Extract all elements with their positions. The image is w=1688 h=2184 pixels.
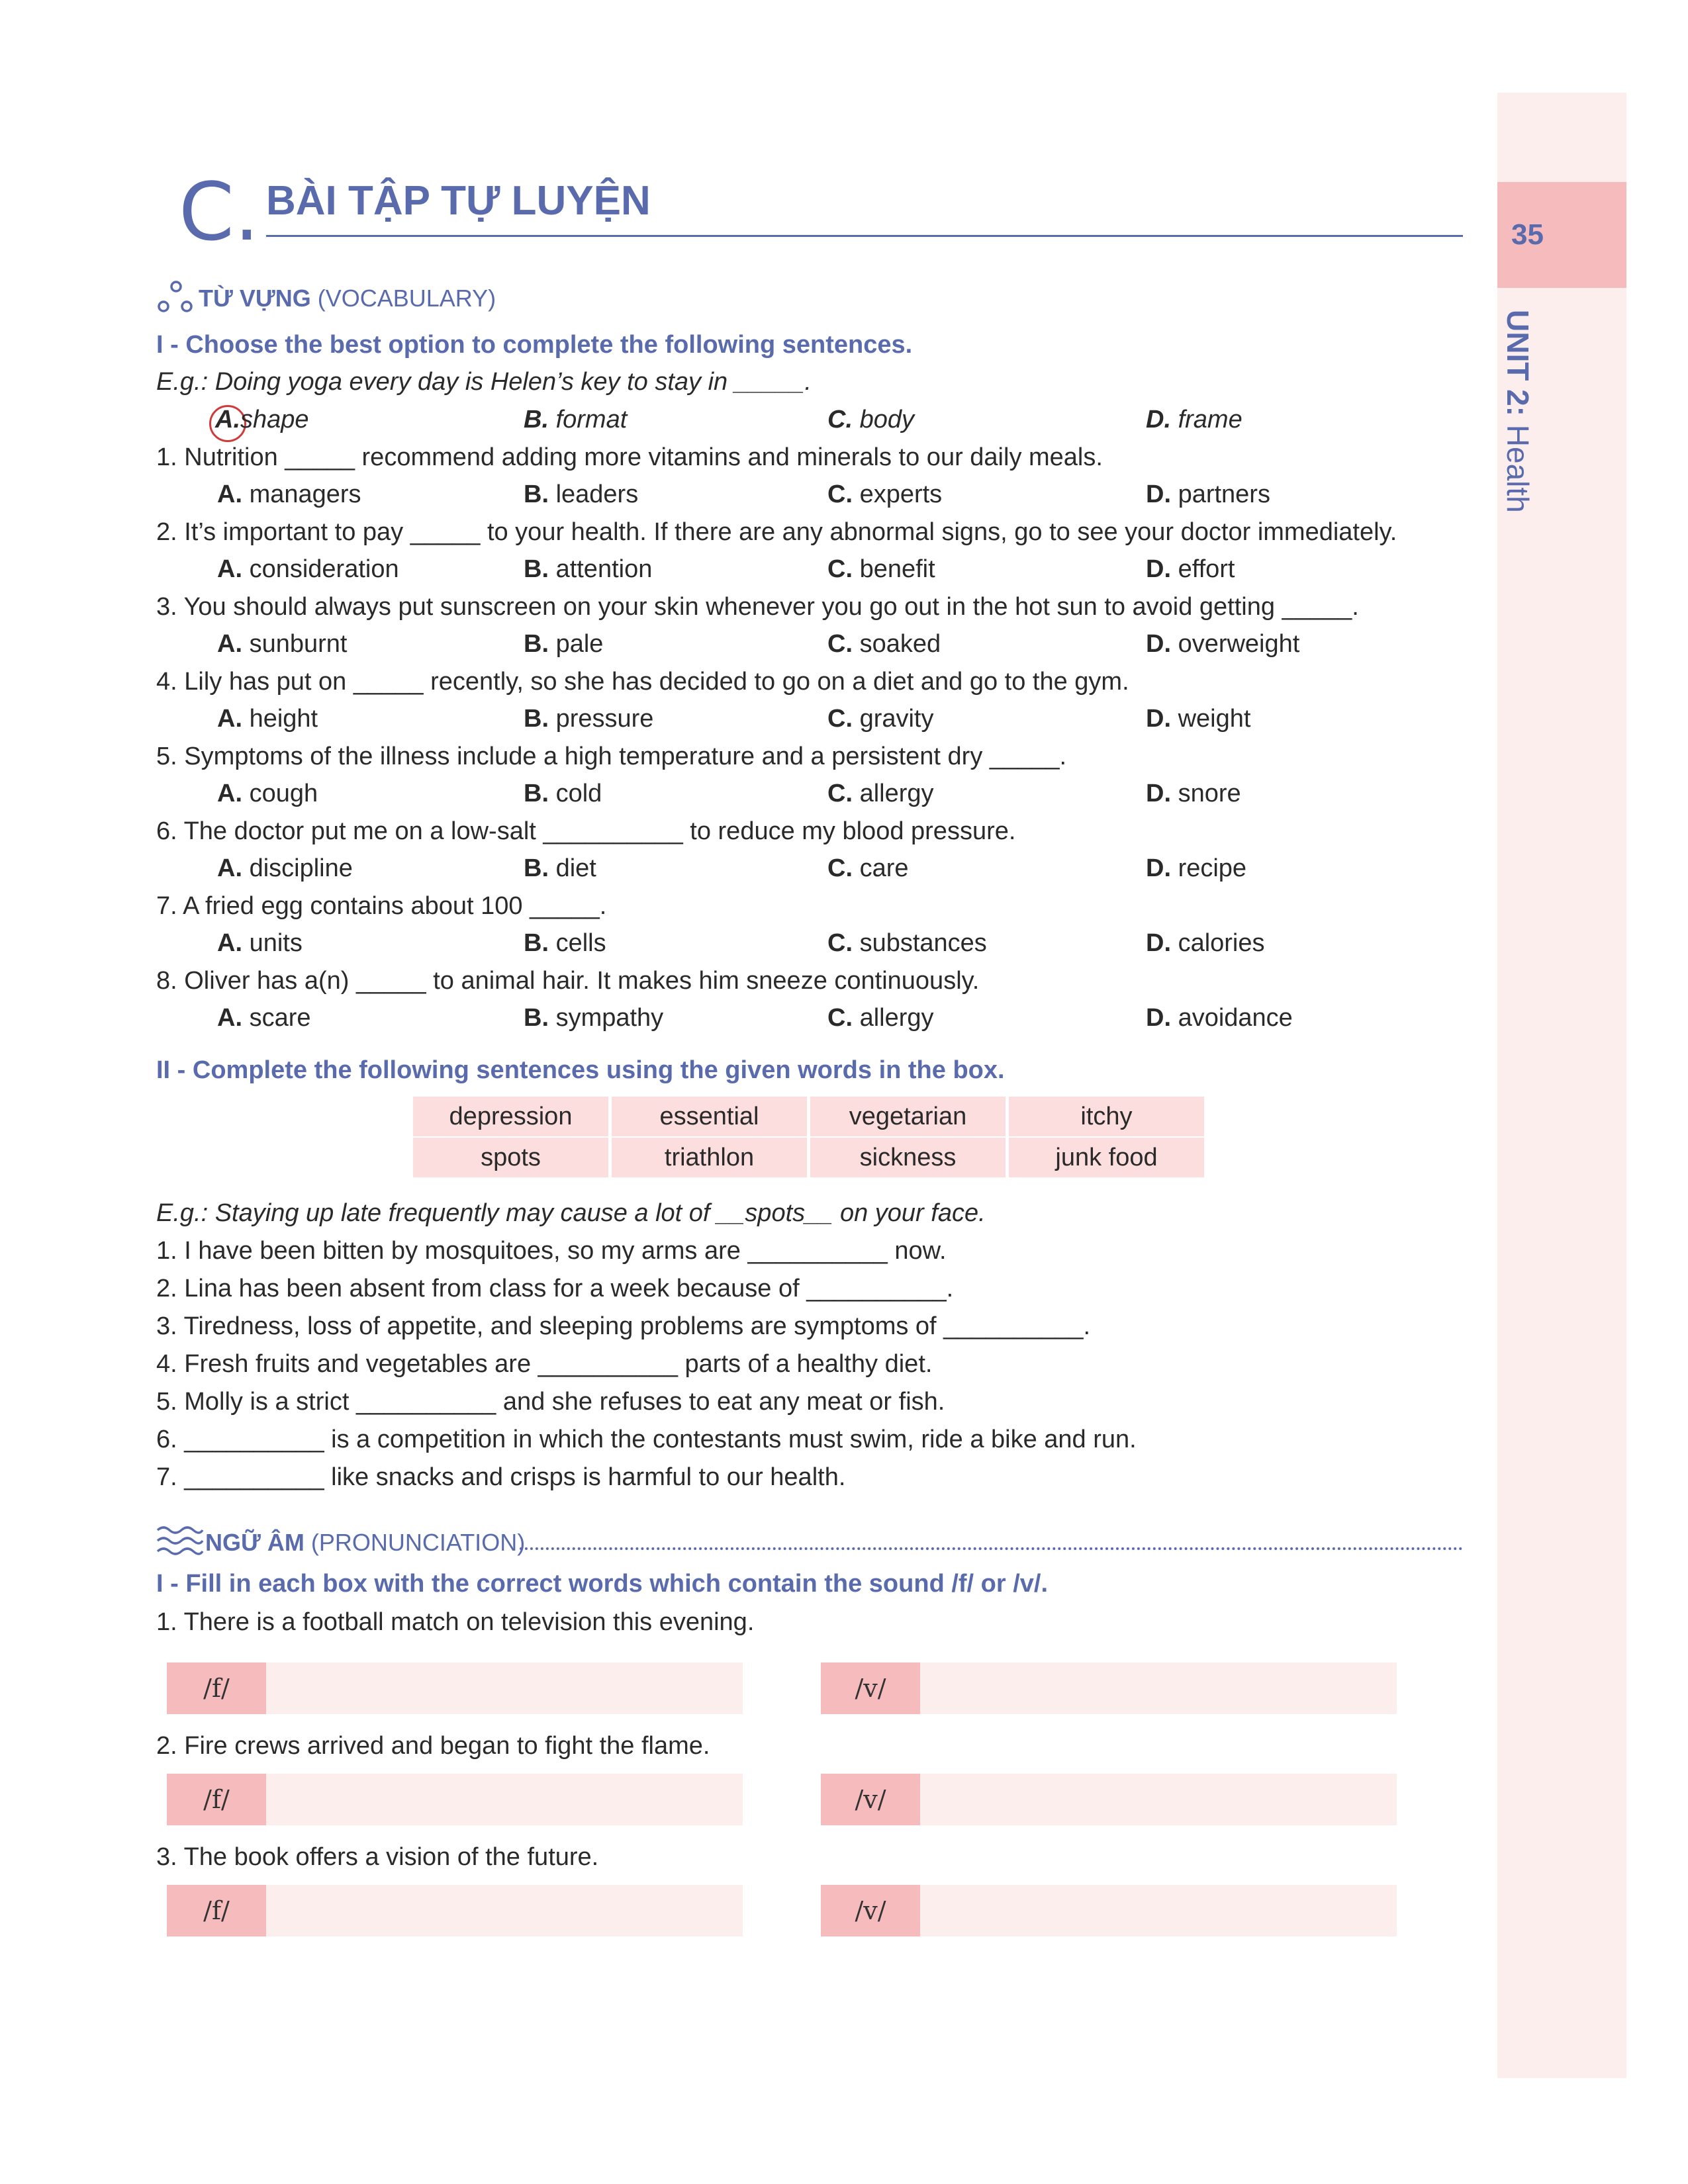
unit-label-rest: Health <box>1501 416 1535 513</box>
pron-instruction: I - Fill in each box with the correct words which contain the sound /f/ or /v/. <box>156 1570 1049 1598</box>
option-text: leaders <box>555 480 639 508</box>
option-c <box>827 705 933 733</box>
option-text: substances <box>859 929 987 957</box>
fill-sentence: 7. __________ like snacks and crisps is harmful to our health. <box>156 1463 846 1491</box>
option-a <box>217 705 318 733</box>
sound-label-f: /f/ <box>167 1662 266 1714</box>
vocab-heading-bold: TỪ VỰNG <box>199 285 311 312</box>
option-text: cough <box>249 780 318 807</box>
option-c <box>827 854 908 883</box>
question-text: 5. Symptoms of the illness include a high temperature and a persistent dry _____. <box>156 743 1067 770</box>
example-option-b-letter: B. <box>524 406 549 433</box>
question-text: 4. Lily has put on _____ recently, so she has decided to go on a diet and go to the gym. <box>156 668 1129 696</box>
word-cell: junk food <box>1009 1138 1204 1177</box>
fill-sentence: 6. __________ is a competition in which the contestants must swim, ride a bike and run. <box>156 1426 1137 1453</box>
option-letter: C. <box>827 555 853 583</box>
option-text: calories <box>1178 929 1265 957</box>
option-letter: B. <box>524 630 549 658</box>
option-letter: C. <box>827 854 853 882</box>
option-b <box>524 929 606 958</box>
option-a <box>217 780 318 808</box>
unit-label-bold: UNIT 2: <box>1501 310 1535 416</box>
option-letter: D. <box>1146 705 1171 733</box>
example-option-c-letter: C. <box>827 406 853 433</box>
option-text: gravity <box>859 705 934 733</box>
option-c <box>827 480 942 509</box>
part1-instruction: I - Choose the best option to complete the following sentences. <box>156 331 913 359</box>
option-letter: B. <box>524 929 549 957</box>
option-a <box>217 929 303 958</box>
example-option-b <box>524 406 627 434</box>
pronunciation-heading-rest: (PRONUNCIATION) <box>304 1529 526 1556</box>
option-text: allergy <box>859 780 934 807</box>
vocab-heading <box>199 285 496 312</box>
fill-sentence: 3. Tiredness, loss of appetite, and sleeping problems are symptoms of __________. <box>156 1312 1091 1340</box>
option-letter: A. <box>217 929 242 957</box>
fill-sentence: 1. I have been bitten by mosquitoes, so my arms are __________ now. <box>156 1237 947 1265</box>
example-option-c <box>827 406 914 434</box>
option-d <box>1146 480 1270 509</box>
option-b <box>524 780 602 808</box>
option-letter: D. <box>1146 480 1171 508</box>
option-text: cells <box>555 929 606 957</box>
sound-label-v: /v/ <box>821 1885 920 1936</box>
option-d <box>1146 705 1250 733</box>
sound-box-f[interactable] <box>167 1885 743 1936</box>
pron-sentence: 3. The book offers a vision of the future. <box>156 1843 599 1871</box>
example-option-c-text: body <box>859 406 914 433</box>
sound-label-v: /v/ <box>821 1662 920 1714</box>
example-option-d <box>1146 406 1243 434</box>
option-text: allergy <box>859 1004 934 1032</box>
option-letter: D. <box>1146 630 1171 658</box>
option-c <box>827 780 934 808</box>
option-letter: C. <box>827 780 853 807</box>
sound-box-v[interactable] <box>821 1774 1397 1825</box>
example-option-d-letter: D. <box>1146 406 1171 433</box>
pronunciation-heading <box>205 1529 525 1557</box>
bubbles-icon <box>156 280 196 316</box>
part2-instruction: II - Complete the following sentences using the given words in the box. <box>156 1056 1005 1084</box>
option-text: diet <box>555 854 596 882</box>
option-letter: D. <box>1146 854 1171 882</box>
option-text: pressure <box>555 705 654 733</box>
option-text: discipline <box>249 854 353 882</box>
sound-box-f[interactable] <box>167 1774 743 1825</box>
question-text: 2. It’s important to pay _____ to your health. If there are any abnormal signs, go to see your doctor immediately. <box>156 518 1397 546</box>
example-option-a-letter: A. <box>215 406 240 433</box>
option-letter: D. <box>1146 1004 1171 1032</box>
fill-sentence: 4. Fresh fruits and vegetables are __________ parts of a healthy diet. <box>156 1350 933 1378</box>
sound-box-v[interactable] <box>821 1885 1397 1936</box>
option-letter: B. <box>524 1004 549 1032</box>
option-letter: C. <box>827 705 853 733</box>
dotted-divider <box>520 1547 1463 1550</box>
option-text: care <box>859 854 909 882</box>
option-text: consideration <box>249 555 399 583</box>
option-letter: B. <box>524 854 549 882</box>
option-d <box>1146 929 1265 958</box>
option-text: benefit <box>859 555 935 583</box>
option-text: soaked <box>859 630 941 658</box>
option-letter: C. <box>827 1004 853 1032</box>
example-option-a-text: shape <box>240 406 309 433</box>
fill-sentence: 5. Molly is a strict __________ and she refuses to eat any meat or fish. <box>156 1388 945 1416</box>
option-text: partners <box>1178 480 1270 508</box>
option-d <box>1146 555 1235 584</box>
page-title: BÀI TẬP TỰ LUYỆN <box>266 178 651 224</box>
option-d <box>1146 1004 1293 1032</box>
word-cell: triathlon <box>612 1138 807 1177</box>
word-cell: itchy <box>1009 1097 1204 1136</box>
option-letter: A. <box>217 780 242 807</box>
word-cell: vegetarian <box>810 1097 1006 1136</box>
question-text: 8. Oliver has a(n) _____ to animal hair. It makes him sneeze continuously. <box>156 967 980 995</box>
option-letter: C. <box>827 480 853 508</box>
fill-sentence: 2. Lina has been absent from class for a week because of __________. <box>156 1275 954 1302</box>
sound-box-v[interactable] <box>821 1662 1397 1714</box>
option-d <box>1146 630 1299 659</box>
option-letter: D. <box>1146 929 1171 957</box>
word-cell: essential <box>612 1097 807 1136</box>
option-text: overweight <box>1178 630 1300 658</box>
option-d <box>1146 854 1246 883</box>
question-text: 6. The doctor put me on a low-salt __________ to reduce my blood pressure. <box>156 817 1016 845</box>
option-a <box>217 555 399 584</box>
option-text: experts <box>859 480 943 508</box>
option-letter: B. <box>524 780 549 807</box>
option-text: avoidance <box>1178 1004 1293 1032</box>
option-letter: D. <box>1146 780 1171 807</box>
option-c <box>827 555 935 584</box>
question-text: 3. You should always put sunscreen on your skin whenever you go out in the hot sun to avoid getting _____. <box>156 593 1359 621</box>
pron-sentence: 1. There is a football match on television this evening. <box>156 1608 755 1636</box>
section-letter: C. <box>179 167 259 259</box>
word-cell: spots <box>413 1138 608 1177</box>
option-text: snore <box>1178 780 1241 807</box>
option-a <box>217 854 353 883</box>
sound-label-f: /f/ <box>167 1774 266 1825</box>
option-c <box>827 1004 934 1032</box>
option-letter: A. <box>217 854 242 882</box>
option-letter: D. <box>1146 555 1171 583</box>
vocab-heading-rest: (VOCABULARY) <box>310 285 496 312</box>
option-letter: A. <box>217 480 242 508</box>
word-box <box>413 1097 1205 1179</box>
page-number: 35 <box>1511 218 1544 251</box>
unit-label <box>1500 310 1536 513</box>
option-b <box>524 705 653 733</box>
option-text: recipe <box>1178 854 1247 882</box>
option-text: effort <box>1178 555 1235 583</box>
option-letter: B. <box>524 705 549 733</box>
option-letter: A. <box>217 630 242 658</box>
option-text: sympathy <box>555 1004 664 1032</box>
example-option-b-text: format <box>555 406 628 433</box>
option-text: managers <box>249 480 361 508</box>
sound-box-f[interactable] <box>167 1662 743 1714</box>
option-letter: C. <box>827 630 853 658</box>
option-letter: A. <box>217 555 242 583</box>
option-text: height <box>249 705 318 733</box>
option-c <box>827 929 987 958</box>
option-a <box>217 630 347 659</box>
title-underline <box>266 235 1463 237</box>
option-text: attention <box>555 555 653 583</box>
option-text: units <box>249 929 303 957</box>
example-option-d-text: frame <box>1178 406 1243 433</box>
question-text: 1. Nutrition _____ recommend adding more vitamins and minerals to our daily meals. <box>156 443 1103 471</box>
option-a <box>217 480 361 509</box>
example-option-a <box>215 406 309 434</box>
option-letter: B. <box>524 480 549 508</box>
word-cell: sickness <box>810 1138 1006 1177</box>
sound-label-v: /v/ <box>821 1774 920 1825</box>
question-text: 7. A fried egg contains about 100 _____. <box>156 892 607 920</box>
option-b <box>524 854 596 883</box>
option-letter: A. <box>217 705 242 733</box>
option-b <box>524 480 638 509</box>
part2-example: E.g.: Staying up late frequently may cause a lot of __spots__ on your face. <box>156 1199 986 1227</box>
option-text: scare <box>249 1004 311 1032</box>
pronunciation-heading-bold: NGỮ ÂM <box>205 1529 305 1556</box>
option-b <box>524 555 652 584</box>
word-cell: depression <box>413 1097 608 1136</box>
option-letter: B. <box>524 555 549 583</box>
option-d <box>1146 780 1241 808</box>
option-letter: A. <box>217 1004 242 1032</box>
option-b <box>524 630 603 659</box>
option-text: weight <box>1178 705 1251 733</box>
sound-label-f: /f/ <box>167 1885 266 1936</box>
part1-example: E.g.: Doing yoga every day is Helen’s key to stay in _____. <box>156 368 812 396</box>
option-b <box>524 1004 663 1032</box>
waves-icon <box>156 1524 204 1558</box>
option-text: cold <box>555 780 602 807</box>
option-c <box>827 630 941 659</box>
option-text: sunburnt <box>249 630 348 658</box>
option-text: pale <box>555 630 604 658</box>
option-letter: C. <box>827 929 853 957</box>
pron-sentence: 2. Fire crews arrived and began to fight the flame. <box>156 1732 710 1760</box>
option-a <box>217 1004 310 1032</box>
